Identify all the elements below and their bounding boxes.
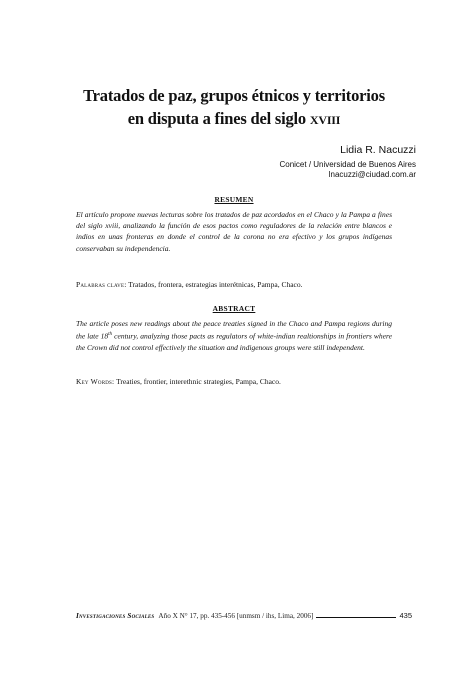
abstract-body-sup: th — [108, 332, 113, 338]
title-line-2-main: en disputa a fines del siglo — [127, 109, 310, 128]
page-footer — [76, 611, 412, 621]
journal-citation: Año X N° 17, pp. 435-456 [unmsm / ihs, Lima, 2006] — [158, 612, 314, 620]
page-number: 435 — [399, 611, 412, 620]
journal-name: Investigaciones Sociales — [76, 612, 155, 620]
resumen-keywords-text: Tratados, frontera, estrategias interétnicas, Pampa, Chaco. — [126, 280, 303, 289]
title-line-2 — [40, 107, 428, 130]
abstract-keywords-text: Treaties, frontier, interethnic strategies, Pampa, Chaco. — [114, 377, 281, 386]
author-email: lnacuzzi@ciudad.com.ar — [328, 170, 416, 179]
author-block — [279, 143, 416, 180]
author-name: Lidia R. Nacuzzi — [340, 144, 416, 156]
resumen-keywords — [76, 280, 392, 290]
title-line-1: Tratados de paz, grupos étnicos y territorios — [83, 86, 385, 105]
resumen-keywords-label: Palabras clave: — [76, 280, 127, 289]
article-title — [40, 84, 428, 130]
abstract-keywords — [76, 377, 392, 387]
abstract-body-end: century, analyzing those pacts as regulators of white-indian realtionships in frontiers where the Crown did not control effectively the situation and indigenous groups were still independent. — [76, 331, 392, 352]
abstract-keywords-label: Key Words: — [76, 377, 115, 386]
abstract-heading: ABSTRACT — [212, 304, 256, 313]
resumen-body: El artículo propone nuevas lecturas sobre los tratados de paz acordados en el Chaco y la Pampa a fines del siglo xviii, analizando la función de esos pactos como reguladores de la relación entre blancos e indios en unas fronteras en donde el control de la corona no era efectivo y los grupos indígenas conservaban su independencia. — [76, 210, 392, 253]
author-affiliation: Conicet / Universidad de Buenos Aires — [279, 160, 416, 169]
abstract-body — [76, 318, 392, 353]
footer-rule — [316, 617, 396, 618]
resumen-heading: RESUMEN — [214, 195, 254, 204]
abstract-body-start: The article poses new readings about the peace treaties signed in the Chaco and Pampa regions during the late 18 — [76, 319, 392, 341]
title-century: xviii — [309, 109, 341, 128]
